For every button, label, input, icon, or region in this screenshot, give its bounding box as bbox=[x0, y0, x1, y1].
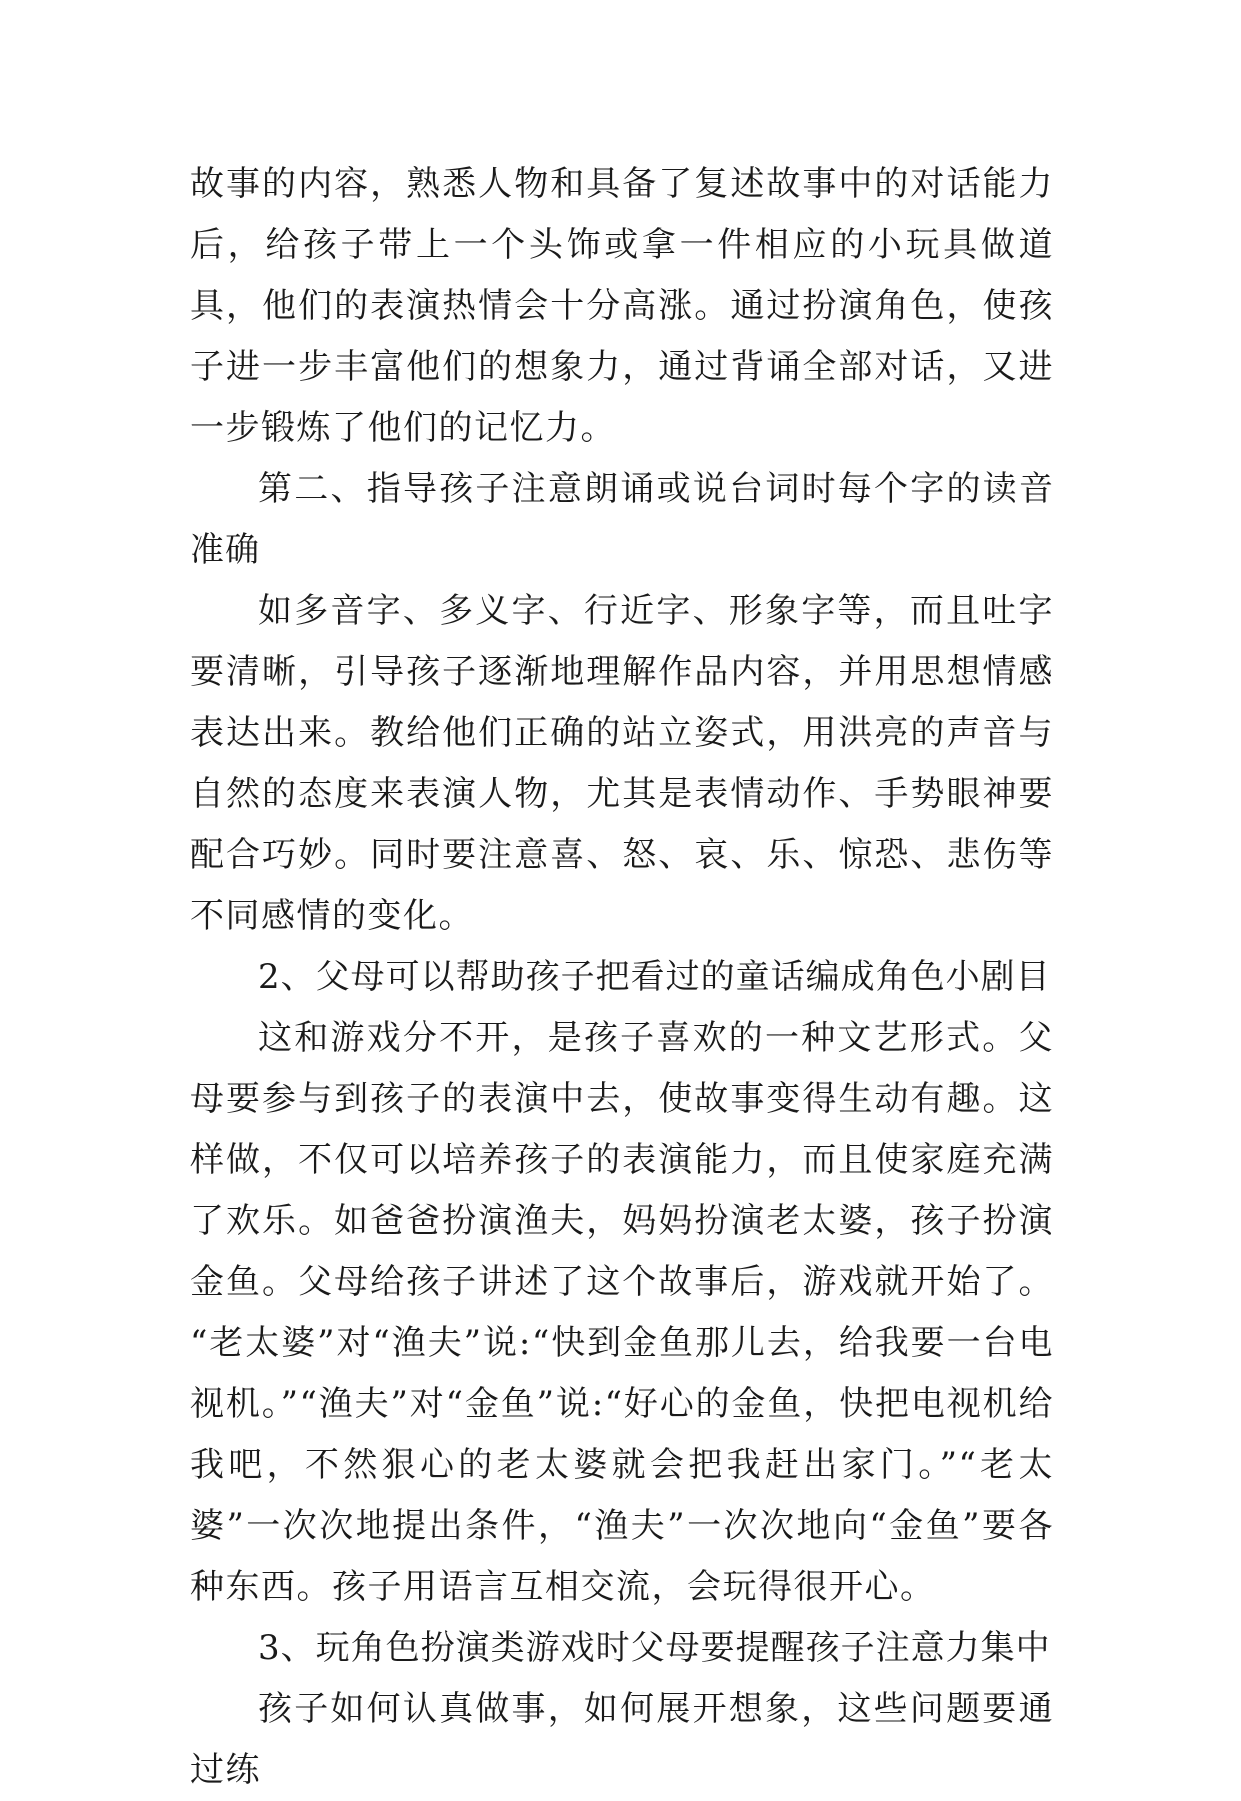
paragraph-role-play-drama: 这和游戏分不开，是孩子喜欢的一种文艺形式。父母要参与到孩子的表演中去，使故事变得生动有趣。这样做，不仅可以培养孩子的表演能力，而且使家庭充满了欢乐。如爸爸扮演渔夫，妈妈扮演老太婆，孩子扮演金鱼。父母给孩子讲述了这个故事后，游戏就开始了。 “老太婆”对“渔夫”说:“快到金鱼那儿去，给我要一台电视机。”“渔夫”对“金鱼”说:“好心的金鱼，快把电视机给我吧，不然狠心的老太婆就会把我赶出家门。”“老太婆”一次次地提出条件，“渔夫”一次次地向“金鱼”要各种东西。孩子用语言互相交流，会玩得很开心。 bbox=[190, 1018, 1054, 1607]
paragraph-pronunciation: 如多音字、多义字、行近字、形象字等，而且吐字要清晰，引导孩子逐渐地理解作品内容，并用思想情感表达出来。教给他们正确的站立姿式，用洪亮的声音与自然的态度来表演人物，尤其是表情动作、手势眼神要配合巧妙。同时要注意喜、怒、哀、乐、惊恐、悲伤等不同感情的变化。 bbox=[190, 591, 1054, 936]
document-body bbox=[190, 154, 1054, 1801]
paragraph-continuation: 故事的内容，熟悉人物和具备了复述故事中的对话能力后，给孩子带上一个头饰或拿一件相应的小玩具做道具，他们的表演热情会十分高涨。通过扮演角色，使孩子进一步丰富他们的想象力，通过背诵全部对话，又进一步锻炼了他们的记忆力。 bbox=[190, 164, 1054, 448]
paragraph-attention: 孩子如何认真做事，如何展开想象，这些问题要通过练 bbox=[190, 1689, 1054, 1790]
section-heading-pronunciation: 第二、指导孩子注意朗诵或说台词时每个字的读音准确 bbox=[190, 469, 1054, 570]
section-heading-role-play-drama: 2、父母可以帮助孩子把看过的童话编成角色小剧目 bbox=[258, 957, 1051, 997]
section-heading-attention: 3、玩角色扮演类游戏时父母要提醒孩子注意力集中 bbox=[258, 1628, 1051, 1668]
